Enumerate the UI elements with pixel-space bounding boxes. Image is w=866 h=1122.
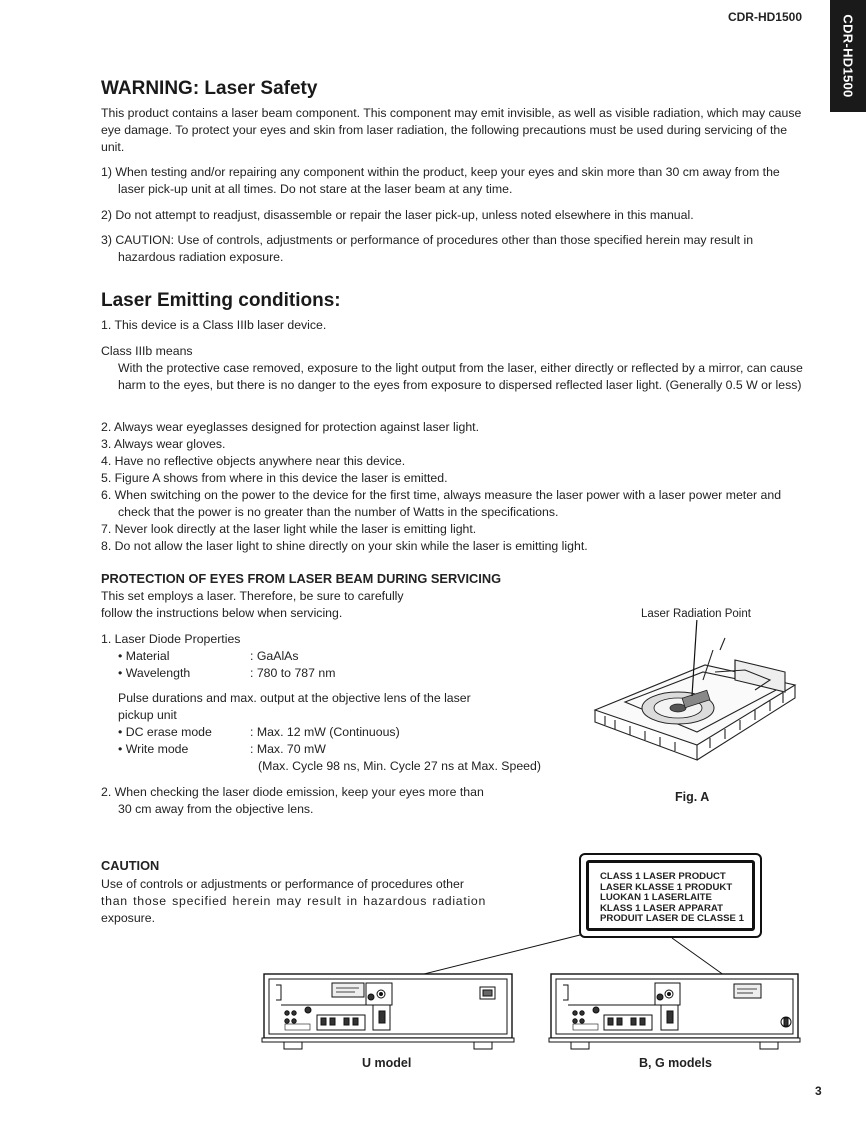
fig-caption: Fig. A	[675, 790, 710, 804]
caution-line-1: Use of controls or adjustments or performance of procedures other	[101, 877, 464, 891]
wavelength-value: : 780 to 787 nm	[250, 666, 336, 680]
label-line-5: PRODUIT LASER DE CLASSE 1	[600, 913, 744, 924]
dc-label: • DC erase mode	[118, 725, 212, 739]
warning-item-2: 2) Do not attempt to readjust, disassemble or repair the laser pick-up, unless noted elsewhere in this manual.	[101, 208, 694, 222]
emitting-item-1: 1. This device is a Class IIIb laser device.	[101, 318, 327, 332]
caution-line-2: than those specified herein may result in hazardous radiation	[101, 894, 487, 908]
pulse-line-2: pickup unit	[118, 708, 177, 722]
warning-intro: This product contains a laser beam component. This component may emit invisible, as well as visible radiation, which may cause eye damage. To protect your eyes and skin from laser radiation, the following precautions must be used during servicing of the unit.	[101, 106, 802, 154]
label-line-4: KLASS 1 LASER APPARAT	[600, 902, 723, 914]
dc-value: : Max. 12 mW (Continuous)	[250, 725, 400, 739]
material-value: : GaAlAs	[250, 649, 299, 663]
emitting-title: Laser Emitting conditions:	[101, 290, 341, 311]
emitting-item-5: 5. Figure A shows from where in this device the laser is emitted.	[101, 471, 448, 485]
emitting-item-6: 6. When switching on the power to the device for the first time, always measure the laser power with a laser power meter and check that the power is no greater than the number of Watts in the specifications.	[101, 488, 782, 519]
diode-heading: 1. Laser Diode Properties	[101, 632, 241, 646]
emitting-item-2: 2. Always wear eyeglasses designed for protection against laser light.	[101, 420, 479, 434]
emitting-item-8: 8. Do not allow the laser light to shine directly on your skin while the laser is emitting light.	[101, 539, 588, 553]
warning-item-3: 3) CAUTION: Use of controls, adjustments or performance of procedures other than those specified herein may result in hazardous radiation exposure.	[101, 233, 754, 264]
warning-item-1: 1) When testing and/or repairing any component within the product, keep your eyes and skin more than 30 cm away from the laser pick-up unit at all times. Do not stare at the laser beam at any time.	[101, 165, 780, 196]
protection-item-2-line-1: 2. When checking the laser diode emission, keep your eyes more than	[101, 785, 484, 799]
emitting-item-4: 4. Have no reflective objects anywhere near this device.	[101, 454, 406, 468]
warning-title: WARNING: Laser Safety	[101, 78, 318, 99]
side-tab-label: CDR-HD1500	[840, 14, 856, 98]
caution-title: CAUTION	[101, 858, 160, 873]
fig-label: Laser Radiation Point	[641, 608, 751, 620]
protection-intro-2: follow the instructions below when servicing.	[101, 606, 343, 620]
class-heading: Class IIIb means	[101, 344, 193, 358]
protection-title: PROTECTION OF EYES FROM LASER BEAM DURING SERVICING	[101, 571, 502, 586]
emitting-item-3: 3. Always wear gloves.	[101, 437, 226, 451]
wavelength-label: • Wavelength	[118, 666, 191, 680]
protection-intro-1: This set employs a laser. Therefore, be sure to carefully	[101, 589, 404, 603]
write-value: : Max. 70 mW	[250, 742, 326, 756]
material-label: • Material	[118, 649, 170, 663]
emitting-item-7: 7. Never look directly at the laser light while the laser is emitting light.	[101, 522, 477, 536]
write-note: (Max. Cycle 98 ns, Min. Cycle 27 ns at Max. Speed)	[258, 759, 541, 773]
bg-model-caption: B, G models	[639, 1056, 712, 1070]
page-number: 3	[815, 1084, 822, 1098]
header-model: CDR-HD1500	[727, 10, 802, 24]
class-text: With the protective case removed, exposure to the light output from the laser, either directly or reflected by a mirror, can cause harm to the eyes, but there is no danger to the eyes from exposure to dispersed reflected laser light. (Generally 0.5 W or less)	[118, 361, 803, 392]
protection-item-2-line-2: 30 cm away from the objective lens.	[118, 802, 314, 816]
label-line-2: LASER KLASSE 1 PRODUKT	[600, 881, 733, 893]
label-line-3: LUOKAN 1 LASERLAITE	[600, 892, 712, 903]
write-label: • Write mode	[118, 742, 189, 756]
pulse-line-1: Pulse durations and max. output at the objective lens of the laser	[118, 691, 471, 705]
label-line-1: CLASS 1 LASER PRODUCT	[600, 871, 726, 882]
u-model-caption: U model	[362, 1056, 412, 1070]
caution-line-3: exposure.	[101, 911, 156, 925]
